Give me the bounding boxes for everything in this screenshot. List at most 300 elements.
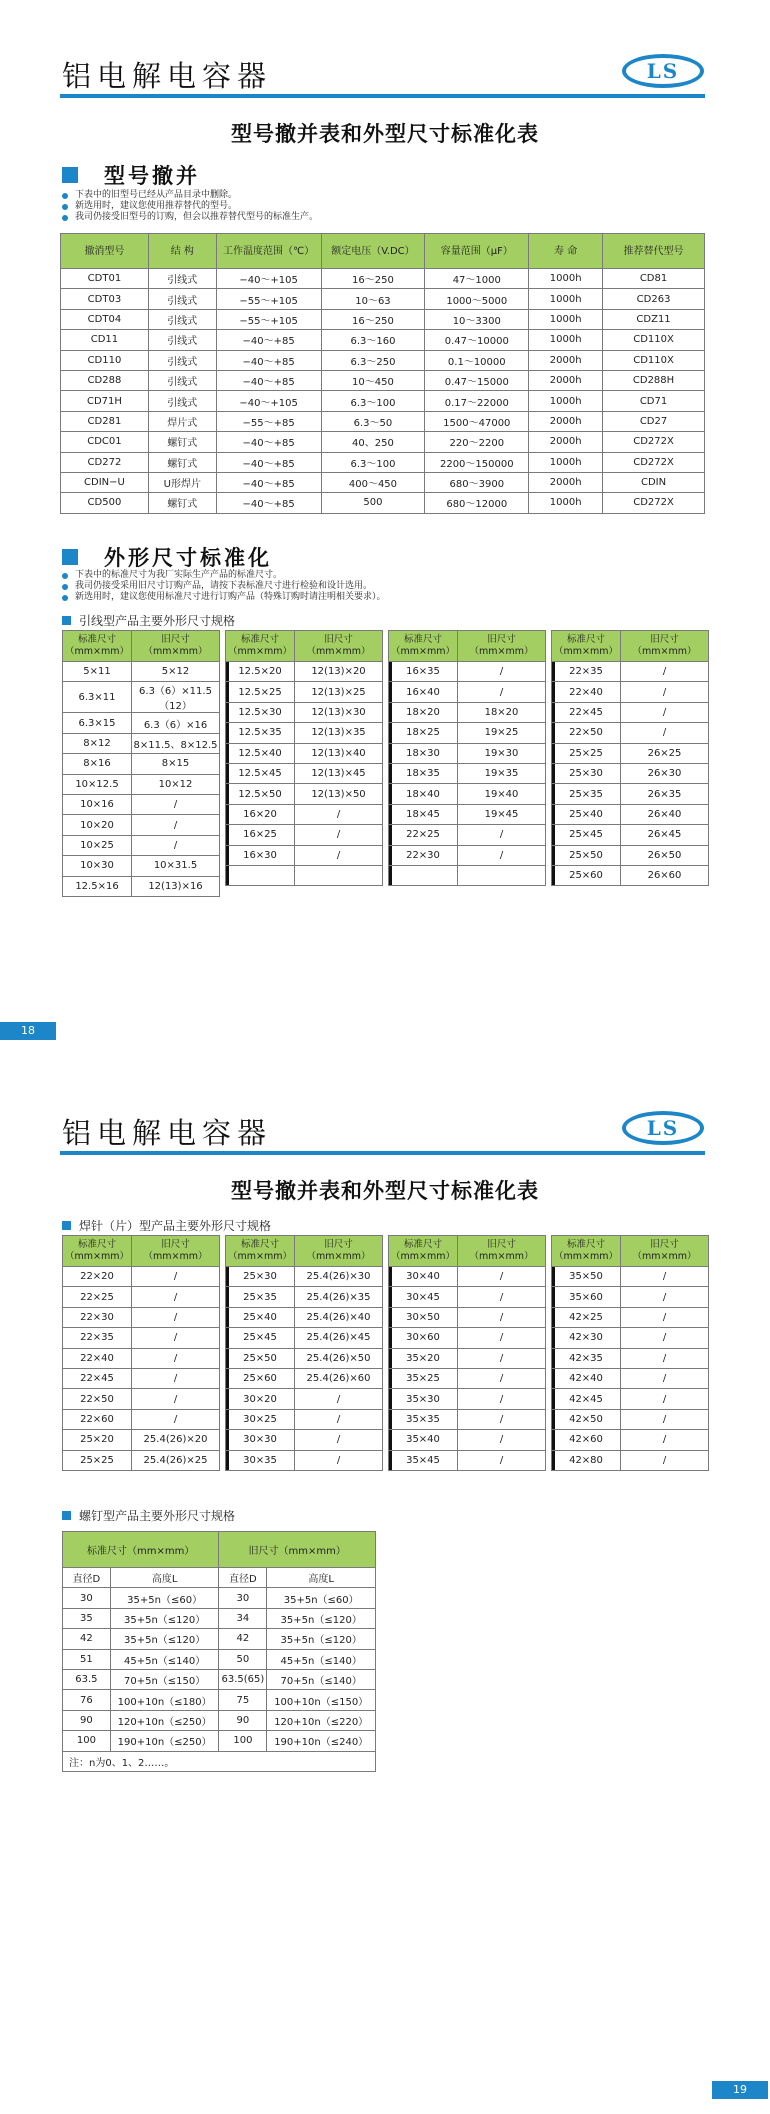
table-cell: 90 [63,1710,111,1730]
column-header: 推荐替代型号 [603,234,705,269]
table-row [389,1348,546,1368]
table-cell: 1000h [529,289,603,309]
table-row [63,1328,220,1348]
table-cell: / [621,1430,709,1450]
table-row [226,1368,383,1388]
dimension-table [62,1235,220,1471]
table-cell: 25.4(26)×20 [132,1430,220,1450]
table-cell: 12.5×35 [226,723,295,743]
table-cell: −40～+85 [216,350,321,370]
table-cell: CD272 [61,452,149,472]
header-divider [60,94,705,98]
table-row [552,1287,709,1307]
table-row [63,1649,376,1669]
table-cell: 35+5n（≤60） [267,1588,376,1608]
section-title-model-merge: 型号撤并 [62,160,200,190]
note-line [62,581,386,592]
table-row [389,1267,546,1287]
table-cell: / [458,1389,546,1409]
table-cell: 引线式 [148,330,216,350]
table-row [61,432,705,452]
table-cell: 25.4(26)×40 [295,1307,383,1327]
table-cell: / [621,1409,709,1429]
table-cell: 12.5×50 [226,784,295,804]
table-cell: / [621,662,709,682]
table-cell: 10～63 [321,289,425,309]
table-row [226,1348,383,1368]
table-row [389,784,546,804]
table-cell: 16×35 [389,662,458,682]
table-cell: 22×40 [63,1348,132,1368]
table-cell: 螺钉式 [148,493,216,513]
table-cell: 18×30 [389,743,458,763]
ls-logo: LS [622,1111,704,1145]
table-cell: / [295,1450,383,1470]
table-cell: 22×35 [552,662,621,682]
table-row [226,825,383,845]
table-header-row [61,234,705,269]
table-row [63,1389,220,1409]
table-cell: 42×60 [552,1430,621,1450]
table-cell: 120+10n（≤250） [110,1710,219,1730]
column-header: 寿 命 [529,234,603,269]
table-cell [458,865,546,885]
table-row [552,865,709,885]
table-cell: CDIN−U [61,472,149,492]
table-cell: 18×20 [389,702,458,722]
table-row [63,1450,220,1470]
table-cell: 16×25 [226,825,295,845]
table-cell: −40～+85 [216,493,321,513]
table-row [552,662,709,682]
table-row [226,865,383,885]
table-row [552,845,709,865]
table-cell: / [132,1267,220,1287]
table-row [63,1430,220,1450]
table-row [61,391,705,411]
table-cell: −40～+85 [216,370,321,390]
table-row [226,743,383,763]
table-cell: −40～+85 [216,432,321,452]
table-cell: 19×30 [458,743,546,763]
table-cell: 1000h [529,452,603,472]
table-row [389,865,546,885]
table-row [552,1409,709,1429]
table-cell: CDC01 [61,432,149,452]
table-cell: / [295,825,383,845]
table-cell: 12(13)×25 [295,682,383,702]
table-header-row [63,631,220,662]
table-cell: 22×25 [63,1287,132,1307]
table-cell: CD263 [603,289,705,309]
table-row [63,1669,376,1689]
table-cell: 25×35 [226,1287,295,1307]
table-header-row [63,1236,220,1267]
table-cell: 8×11.5、8×12.5 [132,733,220,753]
table-cell: 2000h [529,472,603,492]
table-cell [389,865,458,885]
table-cell: −40～+85 [216,472,321,492]
table-row [389,743,546,763]
table-cell: 1000～5000 [425,289,529,309]
table-cell: / [458,845,546,865]
table-row [552,682,709,702]
table-cell: 19×35 [458,763,546,783]
table-cell: 16～250 [321,309,425,329]
table-cell: 10～450 [321,370,425,390]
table-cell: 25×30 [226,1267,295,1287]
table-cell: / [621,702,709,722]
column-header-old: 旧尺寸（mm×mm） [458,631,546,662]
table-row [61,411,705,431]
dimension-table [62,630,220,897]
table-cell: 25.4(26)×35 [295,1287,383,1307]
table-cell: 12.5×16 [63,876,132,896]
table-row [63,1731,376,1751]
table-cell: 12.5×25 [226,682,295,702]
note-text: 下表中的旧型号已经从产品目录中删除。 [75,190,238,200]
table-cell: 22×35 [63,1328,132,1348]
table-cell: 1000h [529,309,603,329]
table-row [552,743,709,763]
dimension-table [388,630,546,886]
table-cell: 30×25 [226,1409,295,1429]
table-row [389,702,546,722]
dimension-table [551,1235,709,1471]
table-row [61,330,705,350]
column-header-old: 旧尺寸（mm×mm） [132,631,220,662]
note-row [63,1751,376,1771]
table-cell: / [458,682,546,702]
model-merge-table [60,233,705,514]
table-row [63,1629,376,1649]
table-cell: 30×50 [389,1307,458,1327]
table-header-row [389,1236,546,1267]
table-cell: 18×35 [389,763,458,783]
table-cell: 42×80 [552,1450,621,1470]
table-cell: −40～+105 [216,391,321,411]
table-cell: / [458,662,546,682]
column-header-old: 旧尺寸（mm×mm） [219,1532,376,1568]
table-cell: 400～450 [321,472,425,492]
table-cell: 8×16 [63,754,132,774]
table-row [552,1368,709,1388]
column-header-old: 旧尺寸（mm×mm） [295,1236,383,1267]
table-cell: 6.3～50 [321,411,425,431]
table-cell: 26×30 [621,763,709,783]
table-cell: 19×40 [458,784,546,804]
table-row [552,1307,709,1327]
page-number: 18 [0,1022,56,1040]
dimension-table [388,1235,546,1471]
table-row [552,1389,709,1409]
table-row [63,1368,220,1388]
table-cell: 引线式 [148,289,216,309]
table-cell: 25×20 [63,1430,132,1450]
table-cell: 22×60 [63,1409,132,1429]
column-header-standard: 标准尺寸（mm×mm） [389,631,458,662]
table-row [389,1328,546,1348]
table-cell: 42×35 [552,1348,621,1368]
table-cell: 22×40 [552,682,621,702]
table-row [389,1450,546,1470]
table-row [552,1328,709,1348]
table-cell: 25×30 [552,763,621,783]
table-row [63,856,220,876]
table-header-row [226,631,383,662]
column-header-standard: 标准尺寸（mm×mm） [63,1236,132,1267]
table-cell: 8×12 [63,733,132,753]
table-cell: 10×12.5 [63,774,132,794]
table-cell [295,865,383,885]
table-cell: / [132,794,220,814]
table-row [63,815,220,835]
table-cell: 42×30 [552,1328,621,1348]
table-cell: 16×40 [389,682,458,702]
table-cell: 0.17～22000 [425,391,529,411]
table-cell: 42 [63,1629,111,1649]
table-row [63,733,220,753]
table-cell: CD71 [603,391,705,411]
table-cell: 10×20 [63,815,132,835]
table-row [389,825,546,845]
table-cell: 12(13)×50 [295,784,383,804]
table-cell: 12.5×45 [226,763,295,783]
column-header: 结 构 [148,234,216,269]
table-cell: / [458,1450,546,1470]
table-cell: CD110X [603,330,705,350]
table-cell: CD288 [61,370,149,390]
column-header-old: 旧尺寸（mm×mm） [132,1236,220,1267]
table-cell: CD81 [603,269,705,289]
table-cell: 12(13)×16 [132,876,220,896]
table-note: 注：n为0、1、2……。 [63,1751,376,1771]
table-row [389,804,546,824]
table-cell: 25×60 [226,1368,295,1388]
table-cell: 70+5n（≤140） [267,1669,376,1689]
table-row [552,723,709,743]
note-text: 下表中的标准尺寸为我厂实际生产产品的标准尺寸。 [75,570,283,580]
bullet-dot-icon [62,595,68,601]
table-cell: 26×50 [621,845,709,865]
table-cell: / [295,845,383,865]
table-cell: 0.47～15000 [425,370,529,390]
table-row [389,662,546,682]
table-cell: 12(13)×35 [295,723,383,743]
bullet-dot-icon [62,215,68,221]
table-cell: 12.5×40 [226,743,295,763]
table-row [63,876,220,896]
column-header-old: 旧尺寸（mm×mm） [621,631,709,662]
note-line [62,212,318,223]
table-cell: / [621,1389,709,1409]
table-row [226,1450,383,1470]
table-cell: 26×25 [621,743,709,763]
table-cell: / [132,1409,220,1429]
note-line [62,190,318,201]
table-cell: CD272X [603,493,705,513]
table-cell: 30×40 [389,1267,458,1287]
table-cell: 25.4(26)×50 [295,1348,383,1368]
table-row [552,1450,709,1470]
table-cell: / [295,1409,383,1429]
column-header-standard: 标准尺寸（mm×mm） [226,1236,295,1267]
column-header-standard: 标准尺寸（mm×mm） [552,631,621,662]
table-cell: 35+5n（≤120） [110,1629,219,1649]
table-row [226,1328,383,1348]
square-bullet-icon [62,1221,71,1230]
bullet-dot-icon [62,584,68,590]
table-cell: 50 [219,1649,267,1669]
table-cell: 10×25 [63,835,132,855]
table-row [226,1287,383,1307]
bullet-dot-icon [62,193,68,199]
table-cell: CDIN [603,472,705,492]
table-row [226,845,383,865]
table-cell: 45+5n（≤140） [110,1649,219,1669]
note-text: 我司仍接受旧型号的订购，但会以推荐替代型号的标准生产。 [75,212,319,222]
table-cell: / [295,1389,383,1409]
table-row [61,269,705,289]
table-row [552,1348,709,1368]
table-cell: −55～+85 [216,411,321,431]
table-cell: / [295,804,383,824]
square-bullet-icon [62,167,78,183]
table-cell: 35×60 [552,1287,621,1307]
table-row [226,723,383,743]
section-title-dimension-standard: 外形尺寸标准化 [62,542,272,572]
table-cell: 12(13)×20 [295,662,383,682]
main-title: 型号撤并表和外型尺寸标准化表 [231,1179,539,1203]
table-cell: 25×45 [226,1328,295,1348]
table-cell: 2000h [529,350,603,370]
table-cell: 1000h [529,391,603,411]
table-row [61,472,705,492]
table-cell: 引线式 [148,269,216,289]
table-cell: / [458,1409,546,1429]
table-row [389,845,546,865]
column-header-standard: 标准尺寸（mm×mm） [63,1532,219,1568]
table-cell: 22×25 [389,825,458,845]
table-cell: 5×11 [63,662,132,682]
column-header-old: 旧尺寸（mm×mm） [458,1236,546,1267]
table-cell: 120+10n（≤220） [267,1710,376,1730]
table-cell: / [132,835,220,855]
table-cell: / [295,1430,383,1450]
table-cell: 22×45 [63,1368,132,1388]
table-cell: 26×35 [621,784,709,804]
square-bullet-icon [62,1511,71,1520]
square-bullet-icon [62,549,78,565]
table-cell: 30×30 [226,1430,295,1450]
table-cell: 6.3×11 [63,682,132,713]
table-row [61,289,705,309]
table-row [226,804,383,824]
table-cell: CDT04 [61,309,149,329]
table-cell: 35×30 [389,1389,458,1409]
dimension-table [551,630,709,886]
note-text: 新选用时，建议您使用标准尺寸进行订购产品（特殊订购时请注明相关要求）。 [75,592,386,602]
table-cell: 1000h [529,269,603,289]
table-cell: 19×45 [458,804,546,824]
table-cell: CD11 [61,330,149,350]
table-row [552,1430,709,1450]
table-cell: 16～250 [321,269,425,289]
bullet-dot-icon [62,573,68,579]
table-cell: 引线式 [148,350,216,370]
table-row [226,1307,383,1327]
table-cell: 26×60 [621,865,709,885]
table-cell: / [132,1307,220,1327]
table-cell: 25×60 [552,865,621,885]
table-row [63,794,220,814]
table-cell: 90 [219,1710,267,1730]
table-cell: 19×25 [458,723,546,743]
table-cell: 2000h [529,370,603,390]
note-line [62,592,386,603]
table-cell: 680～3900 [425,472,529,492]
main-title: 型号撤并表和外型尺寸标准化表 [231,122,539,146]
dimension-table [225,630,383,886]
table-cell: / [621,1267,709,1287]
table-cell: 25×25 [63,1450,132,1470]
table-cell: 18×40 [389,784,458,804]
table-cell: 35×20 [389,1348,458,1368]
column-header-standard: 标准尺寸（mm×mm） [389,1236,458,1267]
table-cell: −40～+105 [216,269,321,289]
table-cell: 22×30 [63,1307,132,1327]
table-row [552,784,709,804]
square-bullet-icon [62,616,71,625]
table-cell: −55～+105 [216,309,321,329]
table-cell: 0.1～10000 [425,350,529,370]
table-row [389,1409,546,1429]
table-cell: 0.47～10000 [425,330,529,350]
table-cell: 35×45 [389,1450,458,1470]
table-row [389,1389,546,1409]
table-cell: 12.5×30 [226,702,295,722]
table-row [552,702,709,722]
section1-notes [62,190,318,223]
table-cell: 25×50 [226,1348,295,1368]
table-cell: 30 [63,1588,111,1608]
table-header-row [389,631,546,662]
table-cell: U形焊片 [148,472,216,492]
header-divider [60,1151,705,1155]
table-row [63,1588,376,1608]
table-row [389,763,546,783]
table-cell: 焊片式 [148,411,216,431]
table-cell: 25×35 [552,784,621,804]
table-row [226,702,383,722]
table-cell: CD500 [61,493,149,513]
column-header: 额定电压（V.DC） [321,234,425,269]
table-cell: 42×25 [552,1307,621,1327]
table-header-row [226,1236,383,1267]
table-cell: CD272X [603,452,705,472]
header-title: 铝电解电容器 [62,1116,273,1150]
table-cell: 30×35 [226,1450,295,1470]
sub-header-cell: 高度L [110,1568,219,1588]
table-cell: 引线式 [148,309,216,329]
section2-notes [62,570,386,603]
table-row [389,1287,546,1307]
table-cell: 42 [219,1629,267,1649]
note-text: 我司仍接受采用旧尺寸订购产品，请按下表标准尺寸进行检验和设计选用。 [75,581,373,591]
table-cell: 16×20 [226,804,295,824]
table-cell: 47～1000 [425,269,529,289]
table-cell: 26×40 [621,804,709,824]
